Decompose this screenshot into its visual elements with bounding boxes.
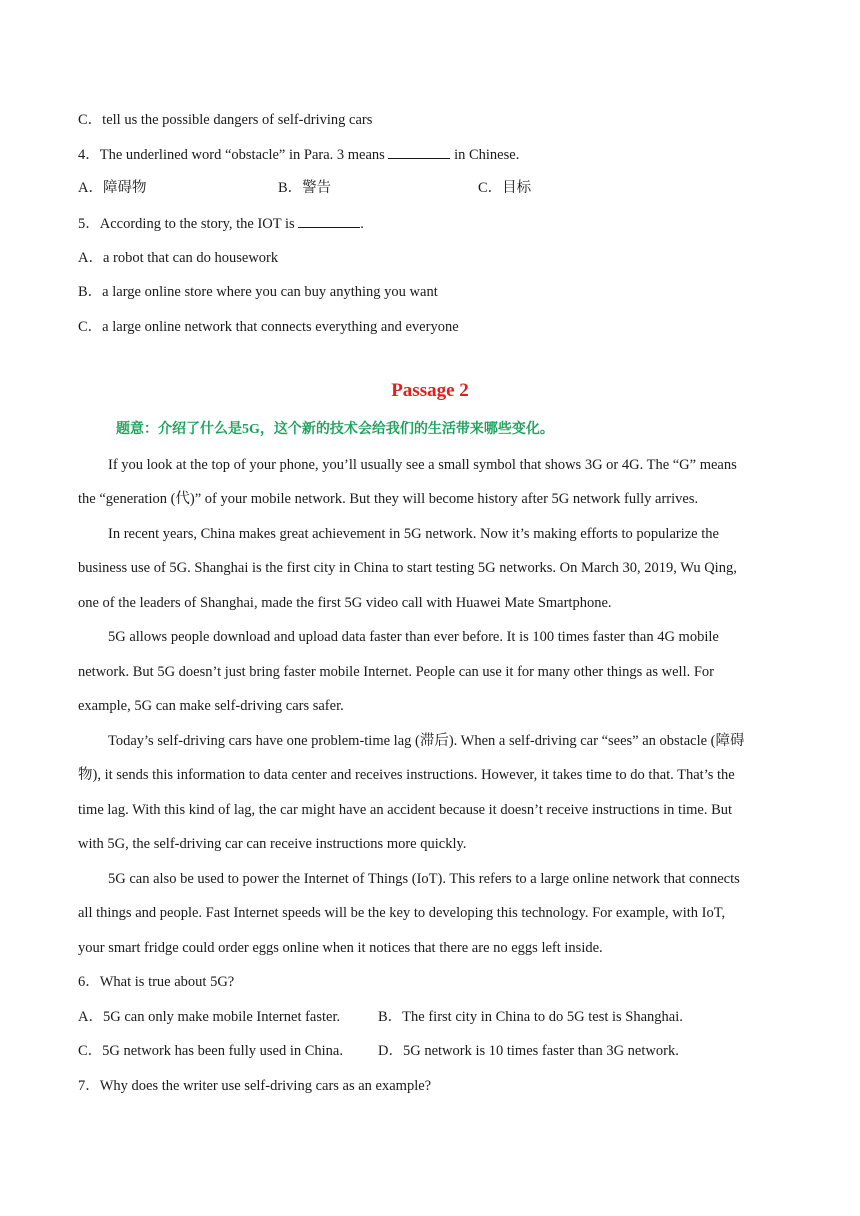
passage-line: example, 5G can make self-driving cars safer. [78, 698, 344, 714]
q5-option-a: A．a robot that can do housework [78, 250, 279, 266]
passage-line: In recent years, China makes great achievement in 5G network. Now it’s making efforts to popularize the [108, 526, 719, 542]
passage-line: network. But 5G doesn’t just bring faster mobile Internet. People can use it for many other things as well. For [78, 664, 714, 680]
q6-option-d: D．5G network is 10 times faster than 3G network. [378, 1043, 679, 1059]
passage-line: 5G can also be used to power the Internet of Things (IoT). This refers to a large online network that connects [108, 871, 740, 887]
q5-answer-blank [298, 213, 360, 228]
q4-option-b: B．警告 [278, 180, 332, 196]
passage-line: If you look at the top of your phone, you’ll usually see a small symbol that shows 3G or 4G. The “G” means [108, 457, 737, 473]
q6-option-c: C．5G network has been fully used in China. [78, 1043, 343, 1059]
q4-option-c: C．目标 [478, 180, 532, 196]
passage-line: all things and people. Fast Internet speeds will be the key to developing this technology. For example, with IoT, [78, 905, 726, 921]
passage-line: with 5G, the self-driving car can receive instructions more quickly. [78, 836, 467, 852]
passage-line: your smart fridge could order eggs online when it notices that there are no eggs left inside. [78, 940, 603, 956]
passage-line: time lag. With this kind of lag, the car might have an accident because it doesn’t receive instructions in time. But [78, 802, 733, 818]
passage-line: Today’s self-driving cars have one problem-time lag (滞后). When a self-driving car “sees” an obstacle (障碍 [108, 733, 745, 749]
q5-stem-before: 5．According to the story, the IOT is [78, 216, 299, 232]
q5-option-c: C．a large online network that connects everything and everyone [78, 319, 459, 335]
q5-stem [78, 213, 364, 234]
q4-stem [78, 144, 519, 165]
q5-stem-after: . [360, 216, 364, 232]
q7-stem: 7．Why does the writer use self-driving cars as an example? [78, 1078, 432, 1094]
passage-line: 5G allows people download and upload data faster than ever before. It is 100 times faster than 4G mobile [108, 629, 719, 645]
passage-summary: 题意：介绍了什么是5G，这个新的技术会给我们的生活带来哪些变化。 [116, 422, 554, 437]
q6-option-a: A．5G can only make mobile Internet faster. [78, 1009, 341, 1025]
passage-line: 物), it sends this information to data center and receives instructions. However, it takes time to do that. That’s the [78, 767, 735, 783]
q4-stem-after: in Chinese. [450, 147, 520, 163]
q4-option-a: A．障碍物 [78, 180, 147, 196]
q3-option-c: C．tell us the possible dangers of self-driving cars [78, 112, 373, 128]
passage-line: one of the leaders of Shanghai, made the first 5G video call with Huawei Mate Smartphone. [78, 595, 612, 611]
q4-stem-before: 4．The underlined word “obstacle” in Para. 3 means [78, 147, 389, 163]
q6-stem: 6．What is true about 5G? [78, 974, 235, 990]
q5-option-b: B．a large online store where you can buy anything you want [78, 284, 438, 300]
q4-answer-blank [388, 144, 450, 159]
passage-line: the “generation (代)” of your mobile network. But they will become history after 5G network fully arrives. [78, 491, 699, 507]
passage-line: business use of 5G. Shanghai is the first city in China to start testing 5G networks. On March 30, 2019, Wu Qing, [78, 560, 737, 576]
passage-title: Passage 2 [391, 380, 469, 401]
q6-option-b: B．The first city in China to do 5G test is Shanghai. [378, 1009, 683, 1025]
